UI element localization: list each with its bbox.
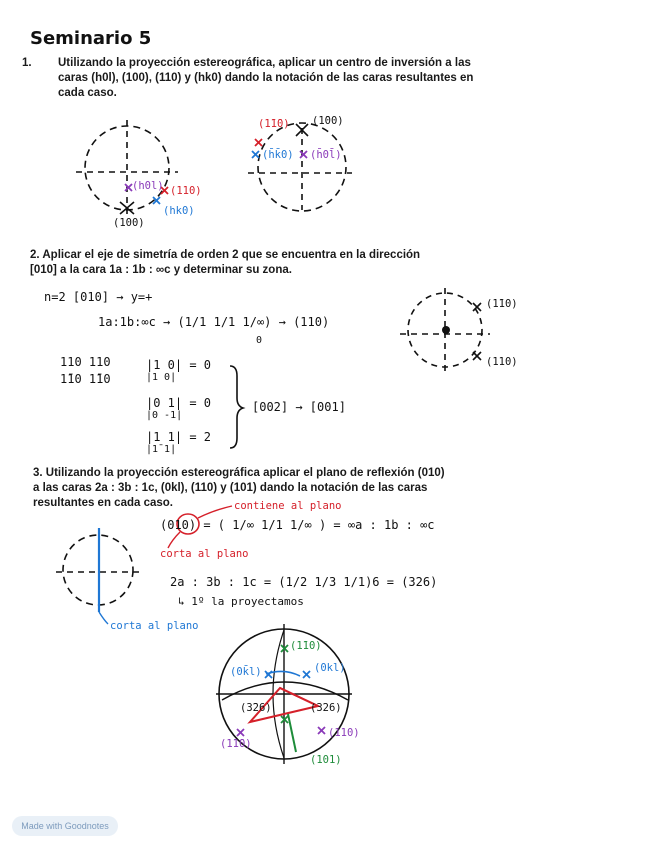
- big-label-h: (101): [310, 754, 342, 766]
- q2-pairs-top: 110 110: [60, 355, 111, 369]
- q2-det2: |0 1| = 0: [146, 396, 212, 410]
- q2-det3b: |1̄ 1|: [146, 444, 177, 455]
- big-label-c: (0kl): [314, 662, 346, 674]
- label-110-neg: (1̄1̄0): [258, 118, 290, 130]
- q2-text: 2. Aplicar el eje de simetría de orden 2 que se encuentra en la dirección [010] a la cara 1a : 1b : ∞c y determinar su zona.: [30, 249, 421, 276]
- label-100: (100): [113, 217, 145, 229]
- goodnotes-badge[interactable]: Made with Goodnotes: [12, 816, 118, 836]
- brace: [230, 366, 243, 448]
- q2-result: [002] → [001]: [252, 400, 346, 414]
- label-h0l-neg: (h̄0l̄): [310, 149, 342, 161]
- label-110: (110): [170, 185, 202, 197]
- note-corta: corta al plano: [160, 548, 249, 560]
- q2-det2b: |0 -1|: [146, 410, 183, 421]
- label-hk0: (hk0): [163, 205, 195, 217]
- q1-right-projection: [248, 123, 352, 211]
- big-label-e: (326): [310, 702, 342, 714]
- q2-label-2: (110): [486, 356, 518, 368]
- q2-pairs-bottom: 1̄10 1̄10: [60, 372, 111, 386]
- big-label-a: (1̄10): [290, 640, 322, 652]
- big-label-d: (3̄26): [240, 702, 272, 714]
- q2-line2-sub: 0: [256, 335, 263, 346]
- q2-det3: |1 1| = 2: [146, 430, 212, 444]
- big-label-g: (1̄1̄0): [220, 738, 252, 750]
- label-hk0-neg: (h̄k̄0): [262, 149, 294, 161]
- big-label-f: (110): [328, 727, 360, 739]
- big-label-b: (0k̄l): [230, 666, 262, 678]
- label-h0l: (h0l): [132, 180, 164, 192]
- q3-eq3: ↳ 1º la proyectamos: [178, 595, 304, 608]
- q2-label-1: (1̄10): [486, 298, 518, 310]
- q2-det1b: |1 0|: [146, 372, 177, 383]
- label-100-neg: (1̄00): [312, 115, 344, 127]
- note-corta-blue: corta al plano: [110, 620, 199, 632]
- q2-det1: |1 0| = 0: [146, 358, 212, 372]
- page-title: Seminario 5: [30, 28, 152, 49]
- note-contiene: contiene al plano: [234, 500, 342, 512]
- q3-text: 3. Utilizando la proyección estereográfica aplicar el plano de reflexión (010) a las caras 2a : 3b : 1c, (0kl), (110) y (101) dando la notación de las caras resultantes en cada caso.: [33, 467, 445, 509]
- q1-left-projection: [76, 120, 178, 216]
- q3-eq2: 2a : 3b : 1c = (1/2 1/3 1/1)6 = (326): [170, 575, 438, 589]
- q2-line2: 1a:1b:∞c → (1/1 1/1 1/∞) → (110): [98, 315, 330, 329]
- q3-eq1: (010) = ( 1/∞ 1/1 1/∞ ) = ∞a : 1b : ∞c: [160, 518, 435, 532]
- q1-number: 1.: [22, 57, 32, 69]
- q1-text: Utilizando la proyección estereográfica, aplicar un centro de inversión a las caras (h0l), (100), (110) y (hk0) dando la notación de las caras resultantes en cada caso.: [58, 57, 474, 99]
- q2-line1: n=2 [010] → y=+: [44, 290, 153, 304]
